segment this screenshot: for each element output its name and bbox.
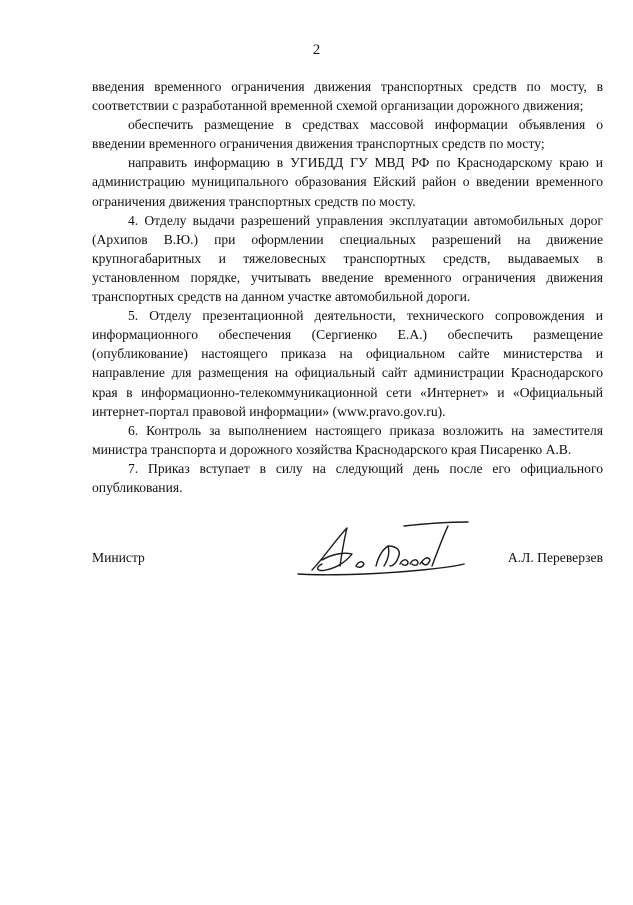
signer-name: А.Л. Переверзев [507,550,603,565]
signature-strokes [298,522,468,575]
document-body [92,77,603,497]
paragraph-item-4: 4. Отделу выдачи разрешений управления эксплуатации автомобильных дорог (Архипов В.Ю.) при оформлении специальных разрешений на движение крупногабаритных и тяжеловесных транспортных средств, выдаваемых в установленном порядке, учитывать введение временного ограничения движения транспортных средств на данном участке автомобильной дороги. [92,212,603,305]
handwritten-signature [292,520,482,578]
paragraph-continuation: введения временного ограничения движения транспортных средств по мосту, в соответствии с разработанной временной схемой организации дорожного движения; [92,79,603,114]
page-number: 2 [312,42,321,58]
signer-title: Министр [92,550,145,565]
paragraph-item-5: 5. Отделу презентационной деятельности, технического сопровождения и информационного обеспечения (Сергиенко Е.А.) обеспечить размещение (опубликование) настоящего приказа на официальном сайте министерства и направление для размещения на официальный сайт администрации Краснодарского края в информационно-телекоммуникационной сети «Интернет» и «Официальный интернет-портал правовой информации» (www.pravo.gov.ru). [92,308,603,419]
paragraph-item-6: 6. Контроль за выполнением настоящего приказа возложить на заместителя министра транспорта и дорожного хозяйства Краснодарского края Писаренко А.В. [92,422,603,457]
paragraph-item-7: 7. Приказ вступает в силу на следующий день после его официального опубликования. [92,460,603,495]
signature-block [92,520,603,580]
paragraph-media-announcement: обеспечить размещение в средствах массовой информации объявления о введении временного ограничения движения транспортных средств по мосту; [92,117,603,152]
paragraph-send-information: направить информацию в УГИБДД ГУ МВД РФ по Краснодарскому краю и администрацию муниципального образования Ейский район о введении временного ограничения движения транспортных средств по мосту. [92,155,603,209]
